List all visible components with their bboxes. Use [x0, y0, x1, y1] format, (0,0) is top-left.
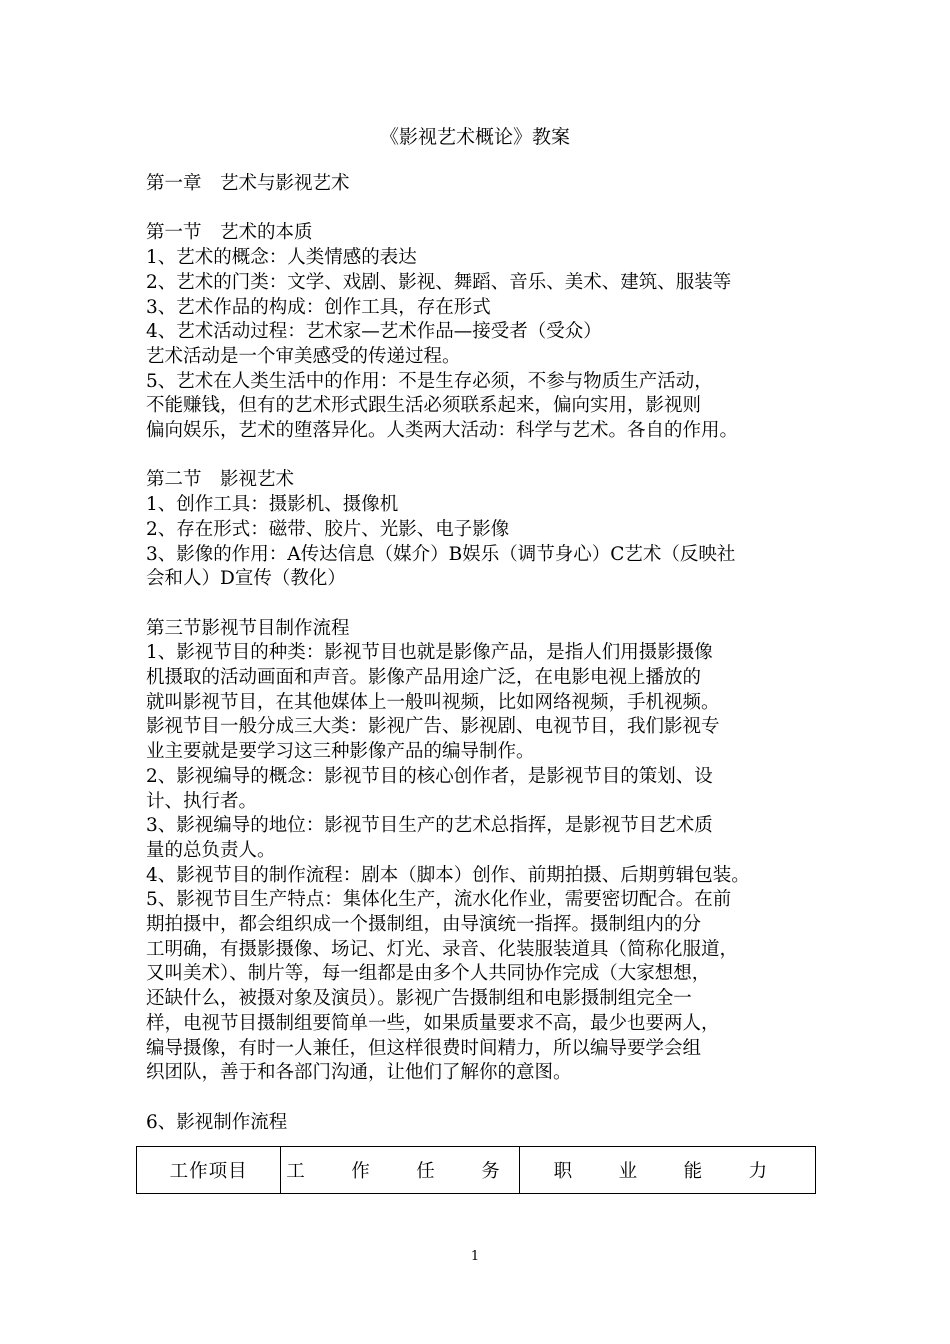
- paragraph-line: 1、创作工具：摄影机、摄像机: [146, 494, 399, 516]
- table-header-cell: 职 业 能 力: [519, 1147, 815, 1194]
- paragraph-line: 艺术活动是一个审美感受的传递过程。: [146, 345, 461, 367]
- section-heading: 6、影视制作流程: [146, 1111, 288, 1133]
- table-header-cell: 工作项目: [137, 1147, 281, 1194]
- paragraph-line: 计、执行者。: [146, 790, 258, 812]
- section-heading: 第二节 影视艺术: [146, 469, 295, 491]
- paragraph-line: 织团队，善于和各部门沟通，让他们了解你的意图。: [146, 1062, 572, 1084]
- paragraph-line: 还缺什么，被摄对象及演员）。影视广告摄制组和电影摄制组完全一: [146, 988, 692, 1010]
- paragraph-line: 5、艺术在人类生活中的作用：不是生存必须，不参与物质生产活动，: [146, 370, 713, 392]
- paragraph-line: 不能赚钱，但有的艺术形式跟生活必须联系起来，偏向实用，影视则: [146, 395, 702, 417]
- paragraph-line: 1、影视节目的种类：影视节目也就是影像产品，是指人们用摄影摄像: [146, 642, 713, 664]
- section-heading: 第一节 艺术的本质: [146, 222, 313, 244]
- paragraph-line: 期拍摄中，都会组织成一个摄制组，由导演统一指挥。摄制组内的分: [146, 914, 702, 936]
- paragraph-line: 4、影视节目的制作流程：剧本（脚本）创作、前期拍摄、后期剪辑包装。: [146, 864, 750, 886]
- paragraph-line: 机摄取的活动画面和声音。影像产品用途广泛，在电影电视上播放的: [146, 667, 702, 689]
- paragraph-line: 3、影像的作用：A传达信息（媒介）B娱乐（调节身心）C艺术（反映社: [146, 543, 736, 565]
- paragraph-line: 3、艺术作品的构成：创作工具，存在形式: [146, 296, 491, 318]
- paragraph-line: 偏向娱乐，艺术的堕落异化。人类两大活动：科学与艺术。各自的作用。: [146, 420, 739, 442]
- paragraph-line: 量的总负责人。: [146, 839, 276, 861]
- paragraph-line: 编导摄像，有时一人兼任，但这样很费时间精力，所以编导要学会组: [146, 1037, 702, 1059]
- table-header-row: [137, 1147, 816, 1194]
- page-number: 1: [470, 1249, 480, 1264]
- paragraph-line: 2、影视编导的概念：影视节目的核心创作者，是影视节目的策划、设: [146, 765, 713, 787]
- paragraph-line: 样，电视节目摄制组要简单一些，如果质量要求不高，最少也要两人，: [146, 1012, 720, 1034]
- paragraph-line: 2、艺术的门类：文学、戏剧、影视、舞蹈、音乐、美术、建筑、服装等: [146, 271, 732, 293]
- paragraph-line: 影视节目一般分成三大类：影视广告、影视剧、电视节目，我们影视专: [146, 716, 720, 738]
- section-heading: 第三节影视节目制作流程: [146, 617, 350, 639]
- chapter-heading: 第一章 艺术与影视艺术: [146, 173, 350, 194]
- document-body: [146, 172, 818, 1135]
- paragraph-line: 又叫美术）、制片等，每一组都是由多个人共同协作完成（大家想想，: [146, 963, 711, 985]
- paragraph-line: 5、影视节目生产特点：集体化生产，流水化作业，需要密切配合。在前: [146, 889, 732, 911]
- paragraph-line: 就叫影视节目，在其他媒体上一般叫视频，比如网络视频，手机视频。: [146, 691, 720, 713]
- paragraph-line: 业主要就是要学习这三种影像产品的编导制作。: [146, 741, 535, 763]
- paragraph-line: 会和人）D宣传（教化）: [146, 568, 346, 590]
- paragraph-line: 4、艺术活动过程：艺术家—艺术作品—接受者（受众）: [146, 321, 602, 343]
- production-flow-table: [136, 1146, 816, 1194]
- paragraph-line: 3、影视编导的地位：影视节目生产的艺术总指挥，是影视节目艺术质: [146, 815, 713, 837]
- paragraph-line: 工明确，有摄影摄像、场记、灯光、录音、化装服装道具（简称化服道，: [146, 938, 739, 960]
- paragraph-line: 2、存在形式：磁带、胶片、光影、电子影像: [146, 518, 510, 540]
- paragraph-line: 1、艺术的概念：人类情感的表达: [146, 247, 417, 269]
- table-header-cell: 工 作 任 务: [281, 1147, 520, 1194]
- document-title: 《影视艺术概论》教案: [379, 126, 570, 148]
